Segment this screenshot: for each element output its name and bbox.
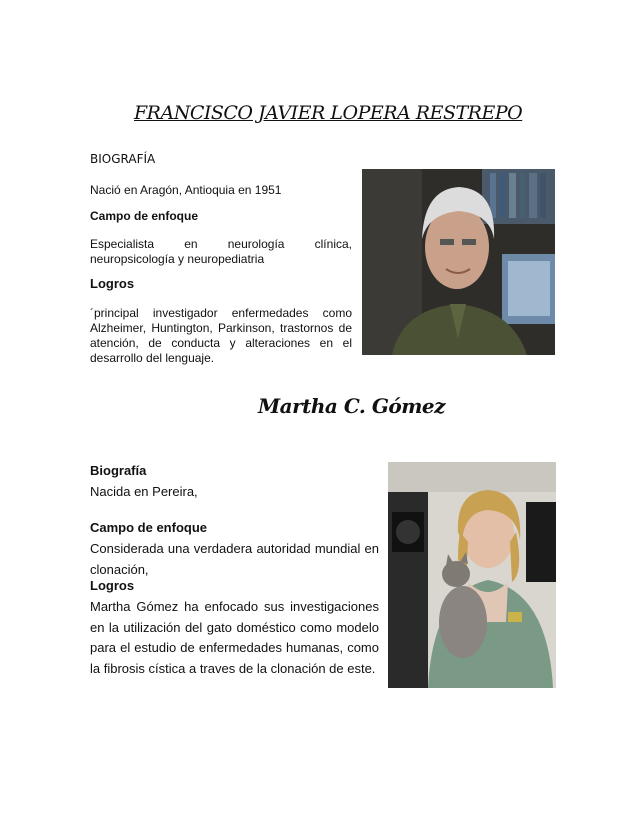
- bio-heading-text: Biografía: [90, 463, 147, 478]
- person1-achievements-heading: Logros: [90, 276, 135, 291]
- person1-achievements-text: ´principal investigador enfermedades como Alzheimer, Huntington, Parkinson, trastornos de atención, de conducta y alteraciones en el desarrollo del lenguaje.: [90, 306, 352, 365]
- person1-bio-heading: BIOGRAFÍA: [90, 152, 156, 166]
- person1-birth: Nació en Aragón, Antioquia en 1951: [90, 183, 282, 197]
- person2-achievements-text: Martha Gómez ha enfocado sus investigaciones en la utilización del gato doméstico como modelo para el estudio de enfermedades humanas, como la fibrosis cística a traves de la clonación de este.: [90, 599, 379, 676]
- person2-focus-text: Considerada una verdadera autoridad mundial en clonación,: [90, 541, 379, 577]
- person2-title: Martha C. Gómez: [258, 394, 445, 418]
- focus-heading-text: Campo de enfoque: [90, 520, 208, 535]
- person2-photo: [388, 462, 556, 688]
- person2-focus-heading: [90, 518, 379, 539]
- person2-achievements-heading: [90, 576, 379, 597]
- achievements-heading-text: Logros: [90, 578, 135, 593]
- person1-title: FRANCISCO JAVIER LOPERA RESTREPO: [134, 102, 523, 124]
- person2-birth: Nacida en Pereira,: [90, 484, 198, 499]
- person1-photo: [362, 169, 555, 355]
- person2-bio-heading: [90, 461, 379, 482]
- person1-focus-heading: Campo de enfoque: [90, 209, 199, 223]
- person1-focus-text: Especialista en neurología clínica, neuropsicología y neuropediatria: [90, 237, 352, 266]
